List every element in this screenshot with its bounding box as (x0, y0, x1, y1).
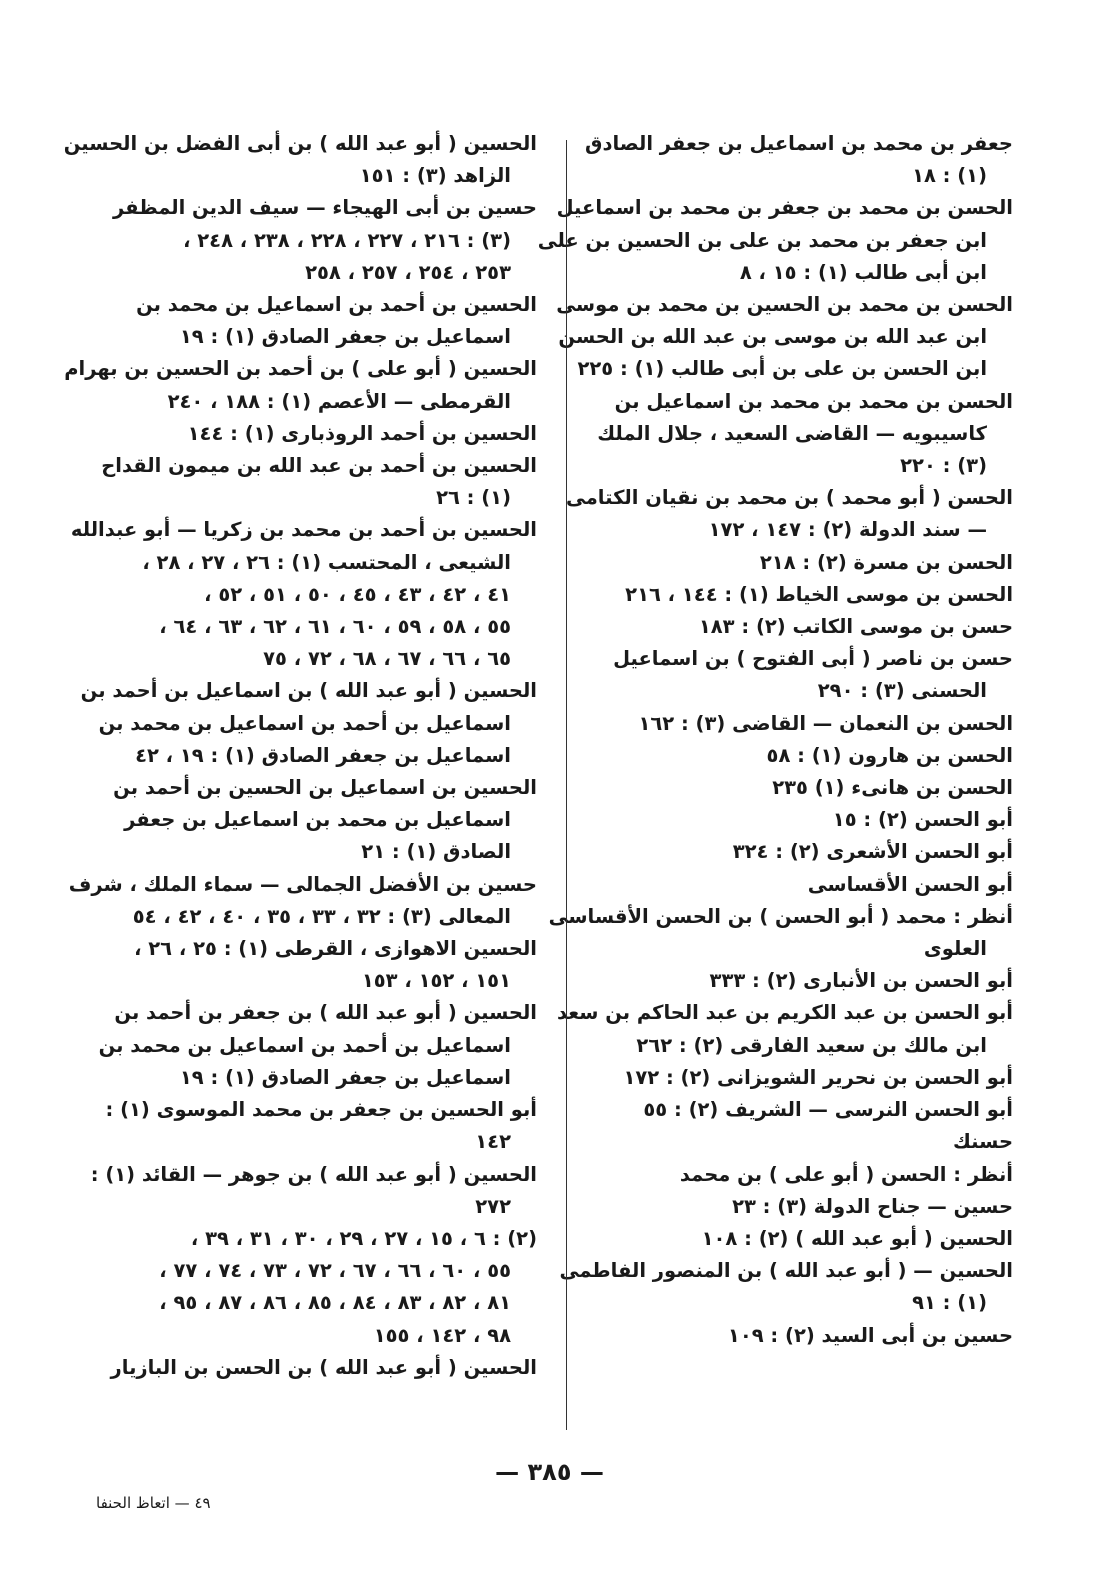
index-entry-line: ابن أبى طالب (١) : ١٥ ، ٨ (739, 260, 987, 284)
index-entry-line: الحسين بن أحمد بن عبد الله بن ميمون القداح (101, 454, 537, 478)
index-entry (588, 804, 1013, 836)
index-entry-line: جعفر بن محمد بن اسماعيل بن جعفر الصادق (585, 132, 1013, 155)
index-entry-line: ابن مالك بن سعيد الفارقى (٢) : ٢٦٢ (636, 1033, 987, 1057)
index-entry-line: ٢٧٢ (475, 1194, 511, 1218)
index-entry-line: كاسيبويه — القاضى السعيد ، جلال الملك (597, 421, 987, 445)
index-entry-line: ٢٥٣ ، ٢٥٤ ، ٢٥٧ ، ٢٥٨ (305, 260, 511, 284)
index-entry (588, 1320, 1013, 1352)
index-entry (588, 869, 1013, 901)
index-entry (70, 514, 537, 675)
index-entry-line: الحسنى (٣) : ٢٩٠ (817, 679, 987, 703)
index-entry-line: ابن الحسن بن على بن أبى طالب (١) : ٢٢٥ (577, 357, 987, 381)
index-entry (112, 772, 537, 869)
index-entry-line: الحسين ( أبو عبد الله ) (٢) : ١٠٨ (701, 1226, 1013, 1250)
index-entry (98, 997, 537, 1094)
index-entry-line: ٦٥ ، ٦٦ ، ٦٧ ، ٦٨ ، ٧٢ ، ٧٥ (263, 647, 511, 671)
index-entry-line: الحسن بن مسرة (٢) : ٢١٨ (759, 550, 1013, 574)
index-entry (588, 1191, 1013, 1223)
index-entry (112, 192, 537, 289)
index-entry-line: الشيعى ، المحتسب (١) : ٢٦ ، ٢٧ ، ٢٨ ، (142, 550, 511, 574)
index-entry (588, 836, 1013, 868)
index-entry-line: الحسن بن النعمان — القاضى (٣) : ١٦٢ (638, 711, 1013, 735)
index-entry-line: الصادق (١) : ٢١ (361, 840, 511, 864)
index-entry (588, 1126, 1013, 1158)
index-entry-line: أبو الحسين بن جعفر بن محمد الموسوى (١) : (105, 1098, 537, 1122)
index-entry (112, 1352, 537, 1384)
index-entry-line: ٥٥ ، ٥٨ ، ٥٩ ، ٦٠ ، ٦١ ، ٦٢ ، ٦٣ ، ٦٤ ، (159, 615, 511, 639)
index-entry (588, 579, 1013, 611)
index-entry (559, 1255, 1013, 1319)
index-entry-line: (٣) : ٢٢٠ (900, 454, 987, 478)
index-entry-line: القرمطى — الأعصم (١) : ١٨٨ ، ٢٤٠ (167, 389, 511, 413)
index-entry-line: — سند الدولة (٢) : ١٤٧ ، ١٧٢ (708, 518, 987, 542)
index-entry-line: الحسن بن محمد بن جعفر بن محمد بن اسماعيل (556, 196, 1013, 220)
index-entry-line: اسماعيل بن أحمد بن اسماعيل بن محمد بن (98, 1033, 511, 1057)
index-entry-line: الحسين ( أبو عبد الله ) بن الحسن بن البازيار (110, 1355, 537, 1379)
index-column-left (63, 128, 537, 1384)
column-divider (566, 140, 567, 1430)
index-entry-line: (١) : ١٨ (912, 164, 987, 188)
index-entry (80, 675, 537, 772)
index-entry-line: (١) : ٩١ (912, 1291, 987, 1315)
index-entry-line: الحسن بن هارون (١) : ٥٨ (766, 743, 1013, 767)
index-entry-line: الزاهد (٣) : ١٥١ (359, 164, 511, 188)
index-entry-line: الحسن بن محمد بن محمد بن اسماعيل بن (614, 389, 1013, 413)
index-entry (112, 933, 537, 997)
index-entry-line: اسماعيل بن جعفر الصادق (١) : ١٩ (179, 325, 511, 349)
page-number: — ٣٨٥ — (495, 1458, 604, 1486)
index-entry-line: ٤١ ، ٤٢ ، ٤٣ ، ٤٥ ، ٥٠ ، ٥١ ، ٥٢ ، (204, 582, 511, 606)
index-entry (101, 450, 537, 514)
index-entry-line: أبو الحسن بن الأنبارى (٢) : ٣٣٣ (709, 969, 1013, 993)
index-entry (588, 1062, 1013, 1094)
index-entry-line: أنظر : محمد ( أبو الحسن ) بن الحسن الأقساسى (548, 904, 1013, 928)
index-entry-line: الحسين ( أبو عبد الله ) بن اسماعيل بن أحمد بن (80, 679, 537, 703)
index-entry-line: ٨١ ، ٨٢ ، ٨٣ ، ٨٤ ، ٨٥ ، ٨٦ ، ٨٧ ، ٩٥ ، (159, 1291, 511, 1315)
index-entry-line: (٢) : ٦ ، ١٥ ، ٢٧ ، ٢٩ ، ٣٠ ، ٣١ ، ٣٩ ، (190, 1226, 537, 1250)
index-entry-line: الحسين ( أبو على ) بن أحمد بن الحسين بن بهرام (64, 357, 537, 381)
index-entry (112, 418, 537, 450)
index-entry (556, 289, 1013, 386)
index-entry (588, 740, 1013, 772)
index-entry (588, 1159, 1013, 1191)
index-entry-line: ابن عبد الله بن موسى بن عبد الله بن الحسن (558, 325, 987, 349)
index-entry-line: أبو الحسن (٢) : ١٥ (832, 808, 1013, 832)
index-entry-line: الحسن بن موسى الخياط (١) : ١٤٤ ، ٢١٦ (625, 582, 1013, 606)
index-entry-line: الحسين الاهوازى ، القرطى (١) : ٢٥ ، ٢٦ ، (134, 937, 537, 961)
index-entry-line: حسن بن ناصر ( أبى الفتوح ) بن اسماعيل (613, 647, 1013, 671)
index-entry-line: (١) : ٢٦ (436, 486, 511, 510)
index-entry (90, 1159, 537, 1223)
index-entry-line: حسين بن الأفضل الجمالى — سماء الملك ، شرف (68, 872, 537, 896)
index-entry-line: الحسن بن محمد بن الحسين بن محمد بن موسى (556, 293, 1013, 317)
index-entry-line: اسماعيل بن أحمد بن اسماعيل بن محمد بن (98, 711, 511, 735)
index-entry (64, 353, 537, 417)
index-entry (588, 1223, 1013, 1255)
index-entry (112, 289, 537, 353)
index-entry-line: أنظر : الحسن ( أبو على ) بن محمد (679, 1162, 1013, 1186)
index-entry-line: الحسين بن اسماعيل بن الحسين بن أحمد بن (113, 776, 537, 800)
index-entry-line: حسن بن موسى الكاتب (٢) : ١٨٣ (698, 615, 1013, 639)
index-entry-line: الحسين بن أحمد الروذبارى (١) : ١٤٤ (187, 421, 537, 445)
index-entry-line: أبو الحسن النرسى — الشريف (٢) : ٥٥ (643, 1098, 1013, 1122)
footer-note: ٤٩ — اتعاظ الحنفا (96, 1494, 211, 1512)
index-entry-line: (٣) : ٢١٦ ، ٢٢٧ ، ٢٢٨ ، ٢٣٨ ، ٢٤٨ ، (183, 228, 511, 252)
index-entry-line: حسين — جناح الدولة (٣) : ٢٣ (732, 1194, 1013, 1218)
index-entry (585, 128, 1013, 192)
index-entry (63, 128, 537, 192)
index-entry-line: ابن جعفر بن محمد بن على بن الحسين بن على (537, 228, 987, 252)
index-entry (548, 901, 1013, 965)
index-entry-line: أبو الحسن بن عبد الكريم بن عبد الحاكم بن سعد (556, 1001, 1013, 1025)
index-entry-line: المعالى (٣) : ٣٢ ، ٣٣ ، ٣٥ ، ٤٠ ، ٤٢ ، ٥٤ (132, 904, 511, 928)
index-entry (588, 386, 1013, 483)
index-entry-line: اسماعيل بن جعفر الصادق (١) : ١٩ (179, 1065, 511, 1089)
index-entry-line: اسماعيل بن جعفر الصادق (١) : ١٩ ، ٤٢ (135, 743, 511, 767)
index-entry (588, 708, 1013, 740)
index-entry (588, 1094, 1013, 1126)
index-entry-line: اسماعيل بن محمد بن اسماعيل بن جعفر (124, 808, 511, 832)
index-entry-line: حسنك (952, 1130, 1013, 1154)
index-entry-line: أبو الحسن بن نحرير الشويزانى (٢) : ١٧٢ (623, 1065, 1013, 1089)
index-entry-line: الحسن بن هانىء (١) ٢٣٥ (772, 776, 1013, 800)
index-entry (588, 965, 1013, 997)
index-entry-line: حسين بن أبى الهيجاء — سيف الدين المظفر (113, 196, 537, 220)
index-column-right (537, 128, 1013, 1352)
index-entry-line: الحسين بن أحمد بن اسماعيل بن محمد بن (136, 293, 537, 317)
index-entry-line: أبو الحسن الأشعرى (٢) : ٣٢٤ (732, 840, 1013, 864)
index-entry-line: ٩٨ ، ١٤٢ ، ١٥٥ (373, 1323, 511, 1347)
index-entry (556, 997, 1013, 1061)
index-entry-line: الحسين ( أبو عبد الله ) بن جعفر بن أحمد بن (114, 1001, 537, 1025)
index-entry (105, 1094, 537, 1158)
index-entry (566, 482, 1013, 546)
index-entry (112, 1223, 537, 1352)
index-entry-line: ٥٥ ، ٦٠ ، ٦٦ ، ٦٧ ، ٧٢ ، ٧٣ ، ٧٤ ، ٧٧ ، (159, 1259, 511, 1283)
index-entry-line: ١٤٢ (475, 1130, 511, 1154)
index-entry-line: الحسين ( أبو عبد الله ) بن جوهر — القائد (١) : (90, 1162, 537, 1186)
index-entry-line: حسين بن أبى السيد (٢) : ١٠٩ (727, 1323, 1013, 1347)
index-entry-line: العلوى (923, 937, 987, 961)
index-entry (537, 192, 1013, 289)
index-entry-line: الحسين بن أحمد بن محمد بن زكريا — أبو عبدالله (70, 518, 537, 542)
index-entry-line: أبو الحسن الأقساسى (807, 872, 1013, 896)
index-entry (68, 869, 537, 933)
index-entry-line: ١٥١ ، ١٥٢ ، ١٥٣ (361, 969, 511, 993)
index-entry (588, 643, 1013, 707)
index-entry (588, 772, 1013, 804)
index-entry-line: الحسين — ( أبو عبد الله ) بن المنصور الفاطمى (559, 1259, 1013, 1283)
index-entry-line: الحسن ( أبو محمد ) بن محمد بن نقيان الكتامى (566, 486, 1013, 510)
index-entry (588, 547, 1013, 579)
index-entry (588, 611, 1013, 643)
index-entry-line: الحسين ( أبو عبد الله ) بن أبى الفضل بن الحسين (63, 132, 537, 155)
